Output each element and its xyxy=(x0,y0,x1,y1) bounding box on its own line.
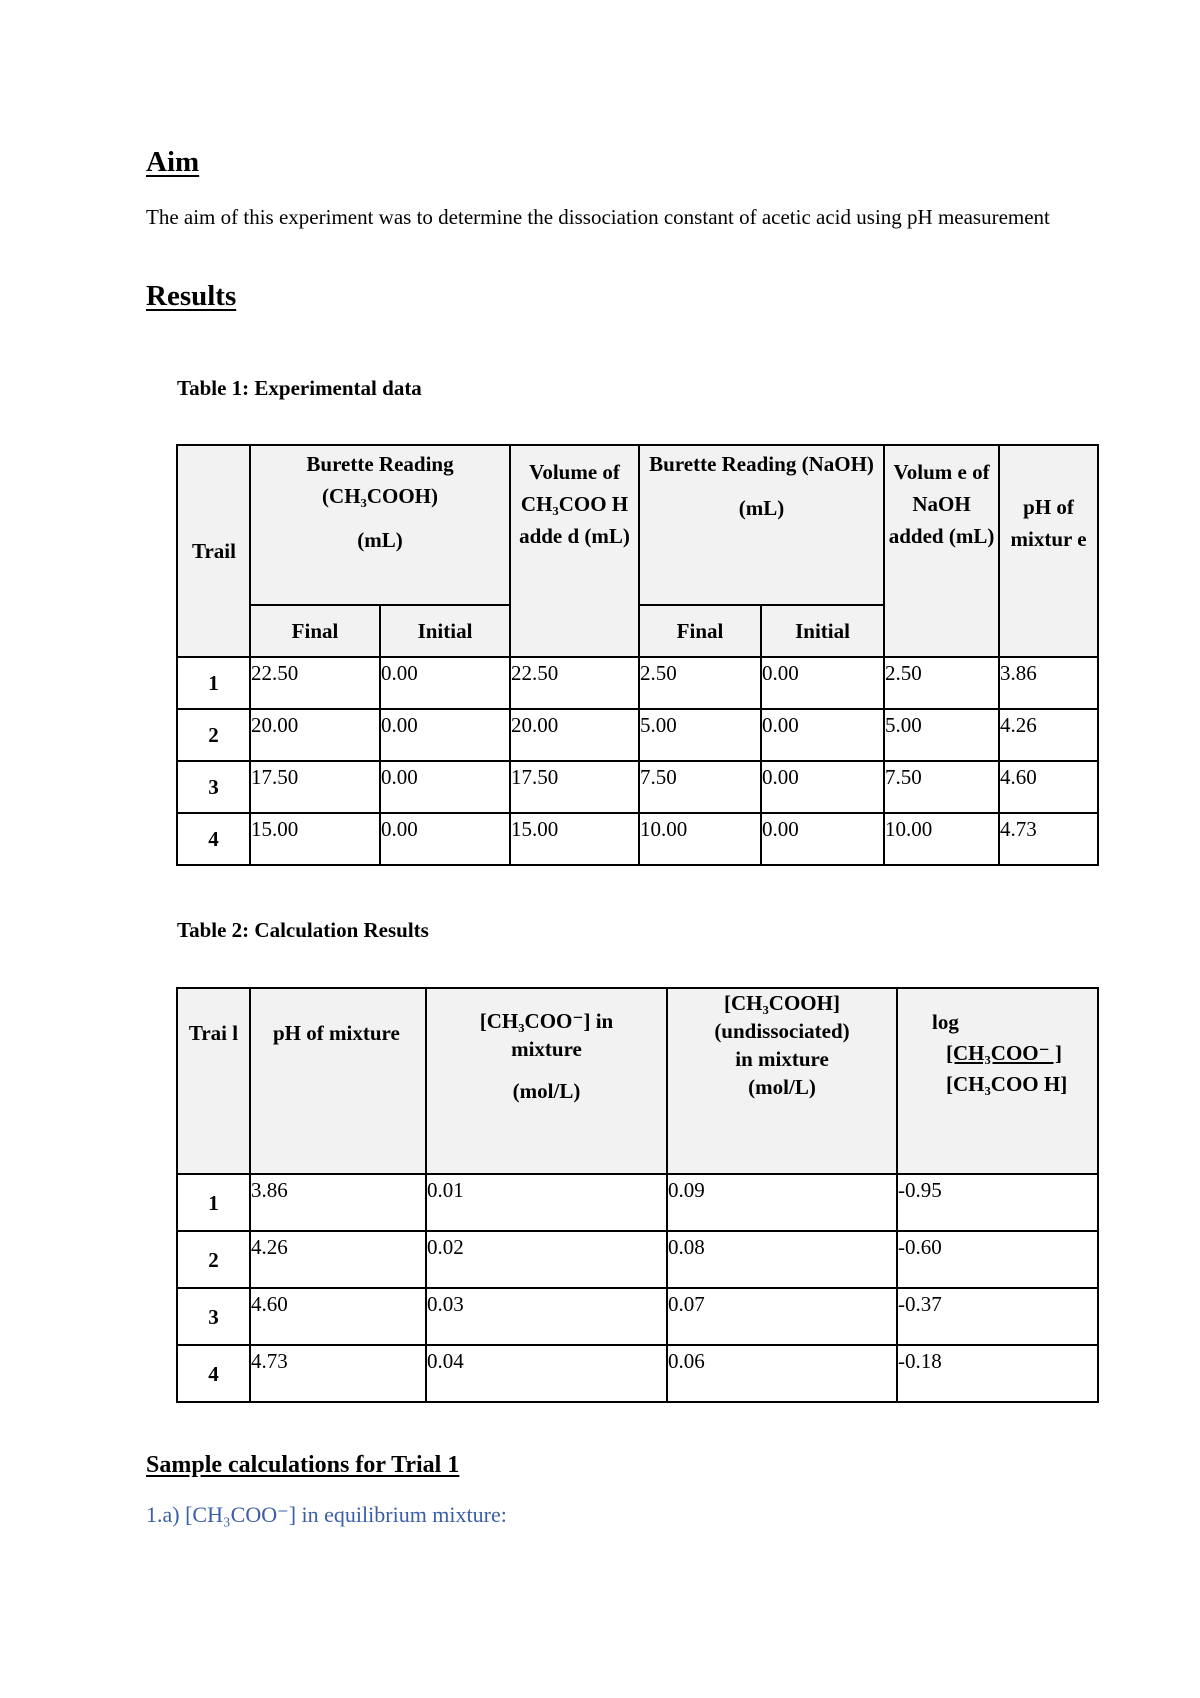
acid-final-cell: 15.00 xyxy=(250,813,380,865)
ph-cell: 4.73 xyxy=(250,1345,426,1402)
ph-cell: 3.86 xyxy=(999,657,1098,709)
ph-cell: 3.86 xyxy=(250,1174,426,1231)
sample-calculations-heading: Sample calculations for Trial 1 xyxy=(146,1452,460,1478)
table-row xyxy=(177,1174,1098,1231)
results-heading: Results xyxy=(146,280,237,312)
trial-cell: 3 xyxy=(177,761,250,813)
acid-cell: 0.09 xyxy=(667,1174,897,1231)
header-acid-concentration xyxy=(667,988,897,1174)
acid-volume-cell: 17.50 xyxy=(510,761,639,813)
acid-final-cell: 17.50 xyxy=(250,761,380,813)
table-row xyxy=(177,657,1098,709)
header-acetate-line2: mixture xyxy=(511,1037,582,1061)
trial-cell: 2 xyxy=(177,1231,250,1288)
header-log-label: log xyxy=(932,1010,959,1034)
trial-cell: 2 xyxy=(177,709,250,761)
naoh-volume-cell: 5.00 xyxy=(884,709,999,761)
header-naoh-initial: Initial xyxy=(761,605,884,657)
acid-cell: 0.08 xyxy=(667,1231,897,1288)
header-acid-initial: Initial xyxy=(380,605,510,657)
header-ph-mixture: pH of mixture xyxy=(250,988,426,1174)
trial-cell: 3 xyxy=(177,1288,250,1345)
header-log-ratio xyxy=(897,988,1098,1174)
naoh-initial-cell: 0.00 xyxy=(761,709,884,761)
aim-heading: Aim xyxy=(146,146,200,178)
acid-initial-cell: 0.00 xyxy=(380,657,510,709)
header-burette-naoh-label: Burette Reading (NaOH) xyxy=(649,452,874,476)
naoh-initial-cell: 0.00 xyxy=(761,761,884,813)
naoh-volume-cell: 7.50 xyxy=(884,761,999,813)
ph-cell: 4.73 xyxy=(999,813,1098,865)
header-burette-acid-unit: (mL) xyxy=(357,528,403,552)
table-row xyxy=(177,1345,1098,1402)
naoh-final-cell: 7.50 xyxy=(639,761,761,813)
header-burette-naoh-unit: (mL) xyxy=(738,496,785,520)
naoh-initial-cell: 0.00 xyxy=(761,813,884,865)
header-acid-final: Final xyxy=(250,605,380,657)
acetate-cell: 0.04 xyxy=(426,1345,667,1402)
header-trail: Trail xyxy=(177,445,250,657)
aim-text: The aim of this experiment was to determine the dissociation constant of acetic acid using pH measurement xyxy=(146,205,1050,229)
header-burette-naoh xyxy=(639,445,884,605)
header-log-denominator: [CH₃COO H] xyxy=(946,1072,1068,1096)
log-cell: -0.60 xyxy=(897,1231,1098,1288)
naoh-volume-cell: 10.00 xyxy=(884,813,999,865)
header-acetate-unit: (mol/L) xyxy=(512,1079,581,1103)
calculation-results-table xyxy=(176,987,1099,1403)
ph-cell: 4.26 xyxy=(999,709,1098,761)
log-cell: -0.95 xyxy=(897,1174,1098,1231)
header-burette-acid-label: Burette Reading (CH₃COOH) xyxy=(306,452,454,508)
acid-initial-cell: 0.00 xyxy=(380,709,510,761)
acid-volume-cell: 22.50 xyxy=(510,657,639,709)
header-volume-acid: Volume of CH₃COO H adde d (mL) xyxy=(510,445,639,657)
ph-cell: 4.60 xyxy=(250,1288,426,1345)
table-row xyxy=(177,709,1098,761)
header-log-numerator: [CH₃COO⁻ ] xyxy=(946,1041,1062,1065)
acid-volume-cell: 15.00 xyxy=(510,813,639,865)
acid-cell: 0.07 xyxy=(667,1288,897,1345)
table1-caption: Table 1: Experimental data xyxy=(177,376,422,400)
table-row xyxy=(177,1231,1098,1288)
header-naoh-final: Final xyxy=(639,605,761,657)
header-volume-naoh: Volum e of NaOH added (mL) xyxy=(884,445,999,657)
header-ph: pH of mixtur e xyxy=(999,445,1098,657)
header-trial: Trai l xyxy=(177,988,250,1174)
trial-cell: 1 xyxy=(177,1174,250,1231)
header-acetate-line1: [CH₃COO⁻] in xyxy=(479,1009,614,1033)
header-acid-line2: (undissociated) xyxy=(714,1019,850,1043)
acid-final-cell: 20.00 xyxy=(250,709,380,761)
table-row xyxy=(177,1288,1098,1345)
table-row xyxy=(177,813,1098,865)
table-row xyxy=(177,761,1098,813)
log-cell: -0.18 xyxy=(897,1345,1098,1402)
ph-cell: 4.60 xyxy=(999,761,1098,813)
experimental-data-table xyxy=(176,444,1099,866)
acetate-cell: 0.03 xyxy=(426,1288,667,1345)
acid-final-cell: 22.50 xyxy=(250,657,380,709)
acid-volume-cell: 20.00 xyxy=(510,709,639,761)
header-acid-line1: [CH₃COOH] xyxy=(724,991,840,1015)
header-burette-acid xyxy=(250,445,510,605)
log-cell: -0.37 xyxy=(897,1288,1098,1345)
naoh-final-cell: 10.00 xyxy=(639,813,761,865)
trial-cell: 4 xyxy=(177,813,250,865)
trial-cell: 1 xyxy=(177,657,250,709)
header-acid-line3: in mixture xyxy=(735,1047,829,1071)
acid-initial-cell: 0.00 xyxy=(380,813,510,865)
acid-initial-cell: 0.00 xyxy=(380,761,510,813)
ph-cell: 4.26 xyxy=(250,1231,426,1288)
acetate-cell: 0.01 xyxy=(426,1174,667,1231)
naoh-initial-cell: 0.00 xyxy=(761,657,884,709)
table2-caption: Table 2: Calculation Results xyxy=(177,918,429,942)
naoh-final-cell: 5.00 xyxy=(639,709,761,761)
acetate-cell: 0.02 xyxy=(426,1231,667,1288)
header-acid-line4: (mol/L) xyxy=(748,1075,816,1099)
header-acetate-concentration xyxy=(426,988,667,1174)
sample-calculation-item: 1.a) [CH₃COO⁻] in equilibrium mixture: xyxy=(146,1502,507,1527)
naoh-volume-cell: 2.50 xyxy=(884,657,999,709)
naoh-final-cell: 2.50 xyxy=(639,657,761,709)
trial-cell: 4 xyxy=(177,1345,250,1402)
acid-cell: 0.06 xyxy=(667,1345,897,1402)
